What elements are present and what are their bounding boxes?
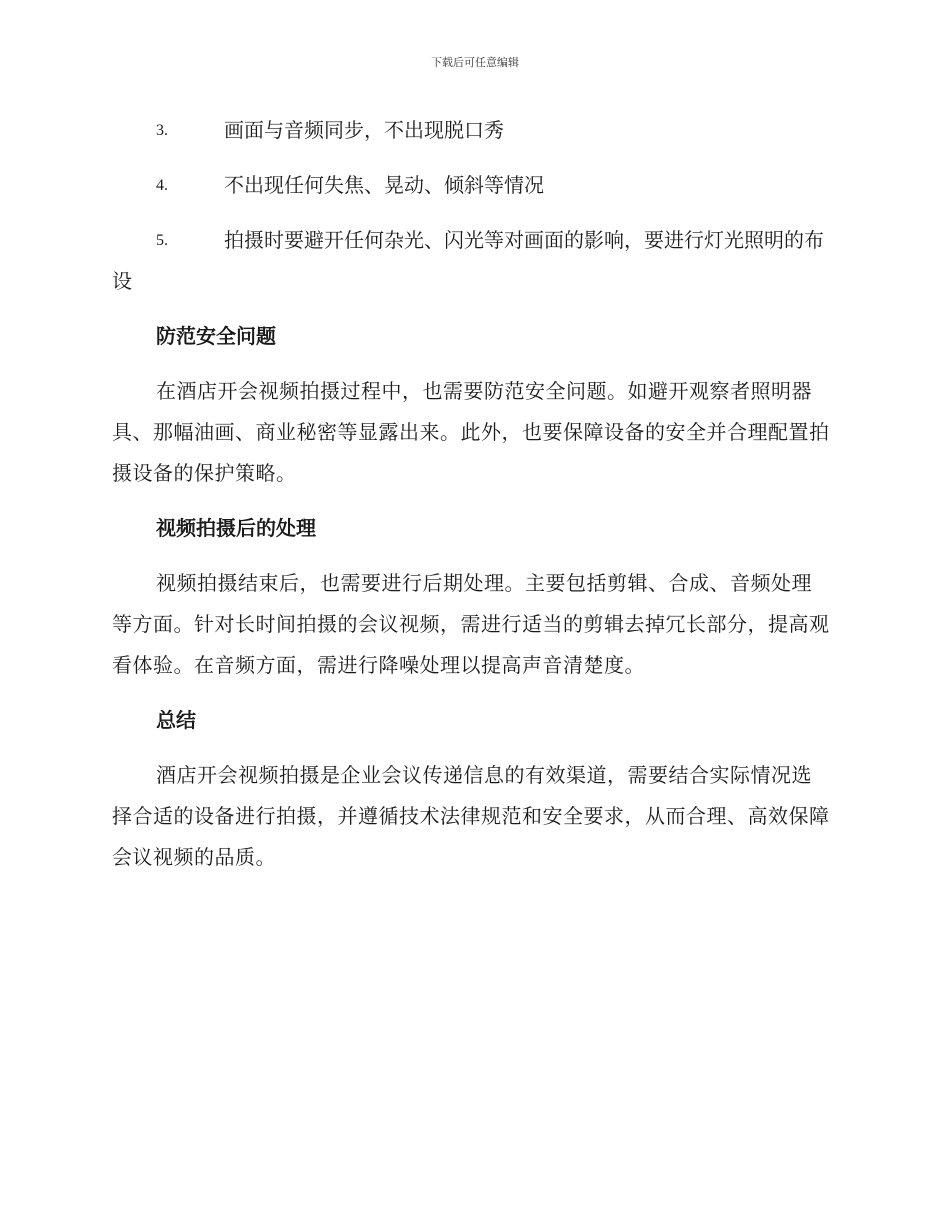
section-heading-post-processing: 视频拍摄后的处理 <box>156 516 316 540</box>
list-item <box>112 220 832 302</box>
page-header: 下载后可任意编辑 <box>431 56 519 69</box>
section-heading-summary: 总结 <box>156 708 196 732</box>
section-paragraph-security: 在酒店开会视频拍摄过程中，也需要防范安全问题。如避开观察者照明器具、那幅油画、商业秘密等显露出来。此外，也要保障设备的安全并合理配置拍摄设备的保护策略。 <box>112 379 830 485</box>
list-item-number: 4. <box>156 177 168 194</box>
document-body <box>112 110 832 892</box>
list-item-number: 3. <box>156 122 168 139</box>
list-item <box>112 165 832 206</box>
list-item-text: 拍摄时要避开任何杂光、闪光等对画面的影响，要进行灯光照明的布设 <box>112 228 824 293</box>
section-heading-security: 防范安全问题 <box>156 324 276 348</box>
section-paragraph-post-processing: 视频拍摄结束后，也需要进行后期处理。主要包括剪辑、合成、音频处理等方面。针对长时间拍摄的会议视频，需进行适当的剪辑去掉冗长部分，提高观看体验。在音频方面，需进行降噪处理以提高声音清楚度。 <box>112 571 830 677</box>
section-paragraph-summary: 酒店开会视频拍摄是企业会议传递信息的有效渠道，需要结合实际情况选择合适的设备进行拍摄，并遵循技术法律规范和安全要求，从而合理、高效保障会议视频的品质。 <box>112 763 830 869</box>
list-item <box>112 110 832 151</box>
list-item-text: 不出现任何失焦、晃动、倾斜等情况 <box>224 173 544 197</box>
list-item-number: 5. <box>156 232 168 249</box>
list-item-text: 画面与音频同步，不出现脱口秀 <box>224 118 504 142</box>
